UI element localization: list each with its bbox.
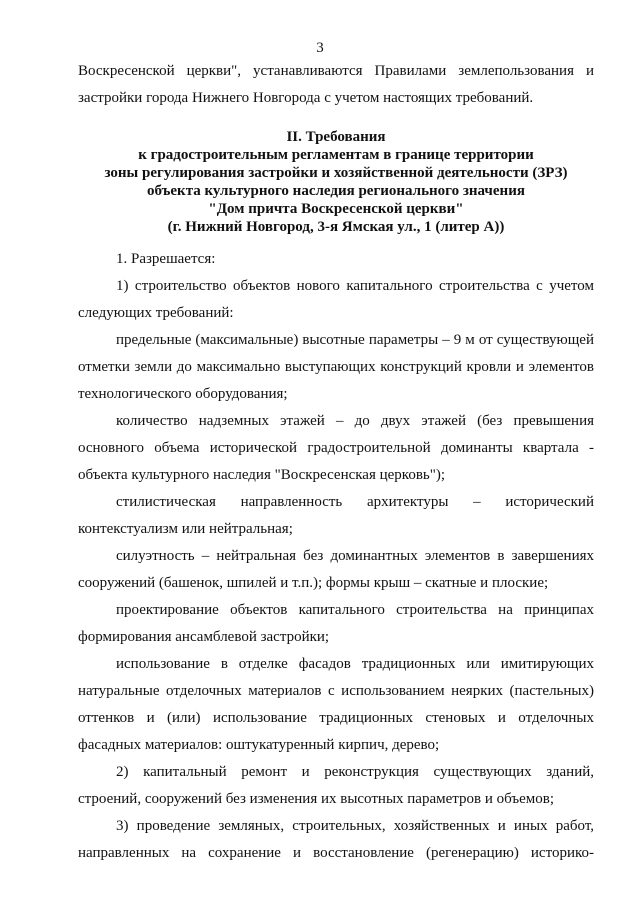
paragraph-6: силуэтность – нейтральная без доминантных элементов в завершениях сооружений (башенок, шпилей и т.п.); формы крыш – скатные и плоские; [78, 548, 594, 591]
heading-line-6: (г. Нижний Новгород, 3-я Ямская ул., 1 (литер А)) [167, 219, 505, 235]
heading-line-2: к градостроительным регламентам в границе территории [138, 147, 534, 163]
paragraph-5: стилистическая направленность архитектуры – исторический контекстуализм или нейтральная; [78, 494, 594, 537]
heading-line-3: зоны регулирования застройки и хозяйственной деятельности (ЗРЗ) [104, 165, 568, 181]
section-heading [78, 128, 594, 236]
paragraph-2: 1) строительство объектов нового капитального строительства с учетом следующих требований: [78, 278, 594, 321]
paragraph-3: предельные (максимальные) высотные параметры – 9 м от существующей отметки земли до максимально выступающих конструкций кровли и элементов технологического оборудования; [78, 332, 594, 402]
paragraph-10: 3) проведение земляных, строительных, хозяйственных и иных работ, направленных на сохранение и восстановление (регенерацию) историко- [78, 818, 594, 861]
paragraph-4: количество надземных этажей – до двух этажей (без превышения основного объема исторической градостроительной доминанты квартала - объекта культурного наследия "Воскресенская церковь"); [78, 413, 594, 483]
heading-line-4: объекта культурного наследия регионального значения [147, 183, 525, 199]
paragraph-7: проектирование объектов капитального строительства на принципах формирования ансамблевой застройки; [78, 602, 594, 645]
heading-line-1: II. Требования [286, 129, 386, 145]
page-number: 3 [316, 40, 324, 56]
intro-text [78, 58, 594, 112]
paragraph-1: 1. Разрешается: [116, 251, 216, 267]
intro-line-2: застройки города Нижнего Новгорода с учетом настоящих требований. [78, 90, 534, 106]
heading-line-5: "Дом причта Воскресенской церкви" [208, 201, 464, 217]
paragraph-8: использование в отделке фасадов традиционных или имитирующих натуральные отделочных материалов с использованием неярких (пастельных) оттенков и (или) использование традиционных стеновых и отделочных фасадных материалов: оштукатуренный кирпич, дерево; [78, 656, 594, 753]
intro-line-1: Воскресенской церкви", устанавливаются Правилами землепользования и [78, 63, 594, 79]
body-text [78, 246, 594, 867]
paragraph-9: 2) капитальный ремонт и реконструкция существующих зданий, строений, сооружений без изменения их высотных параметров и объемов; [78, 764, 594, 807]
